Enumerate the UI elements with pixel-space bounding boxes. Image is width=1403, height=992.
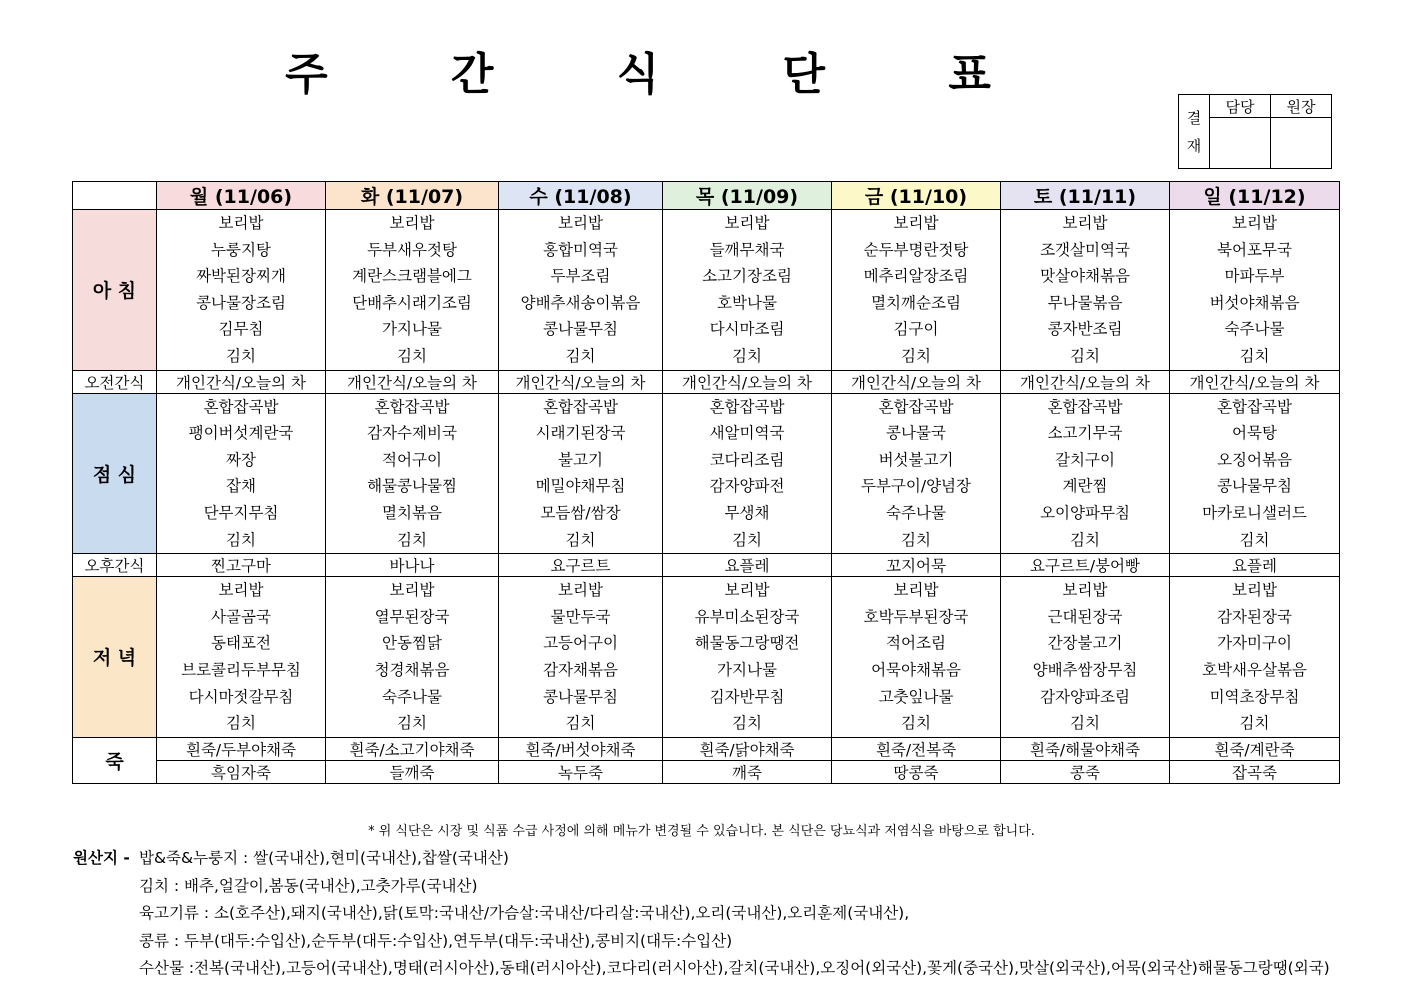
menu-item: 시래기된장국 xyxy=(535,424,626,443)
approval-box xyxy=(1178,94,1332,169)
menu-item: 보리밥 xyxy=(724,214,770,232)
lunch-cell-wed xyxy=(499,393,663,554)
menu-item: 김치 xyxy=(732,530,762,549)
menu-item: 김치 xyxy=(226,346,256,365)
menu-item: 숙주나물 xyxy=(382,687,442,706)
origin-info xyxy=(73,845,1330,983)
am_snack-cell-sun: 개인간식/오늘의 차 xyxy=(1170,370,1340,393)
breakfast-cell-fri xyxy=(832,210,1001,371)
menu-item: 감자양파조림 xyxy=(1040,687,1130,706)
page-title: 주 간 식 단 표 xyxy=(285,49,1045,100)
porridge1-cell-sun: 흰죽/계란죽 xyxy=(1170,737,1340,760)
menu-item: 소고기장조림 xyxy=(702,267,792,286)
menu-item: 적어구이 xyxy=(382,450,442,469)
menu-item: 단무지무침 xyxy=(203,503,279,522)
menu-item: 감자된장국 xyxy=(1217,607,1292,626)
menu-item: 김치 xyxy=(1239,346,1270,365)
menu-item: 미역초장무침 xyxy=(1209,687,1300,706)
menu-item: 김치 xyxy=(397,346,427,365)
menu-item: 마카로니샐러드 xyxy=(1202,503,1307,522)
menu-item: 보리밥 xyxy=(1062,581,1108,600)
menu-item: 코다리조림 xyxy=(709,450,785,469)
menu-item: 두부구이/양념장 xyxy=(860,477,972,496)
menu-item: 김치 xyxy=(1239,714,1270,733)
menu-item: 두부새우젓탕 xyxy=(367,240,457,259)
dinner-label: 저 녁 xyxy=(73,577,157,738)
origin-seafood: 수산물 :전복(국내산),고등어(국내산),명태(러시아산),동태(러시아산),코다리(러시아산),갈치(국내산),오징어(외국산),꽃게(중국산),맛살(외국산),어묵(외국산)해물동그랑땡(외국) xyxy=(139,959,1330,977)
menu-item: 메추리알장조림 xyxy=(863,267,969,286)
day-header-sun: 일 (11/12) xyxy=(1170,182,1340,210)
menu-item: 브로콜리두부무침 xyxy=(181,660,301,679)
day-header-sat: 토 (11/11) xyxy=(1001,182,1170,210)
menu-item: 메밀야채무침 xyxy=(535,477,626,496)
menu-item: 오이양파무침 xyxy=(1040,503,1130,522)
menu-item: 김치 xyxy=(565,530,596,549)
origin-label: 원산지 - xyxy=(73,849,130,867)
menu-item: 김치 xyxy=(732,346,762,365)
menu-item: 김치 xyxy=(901,346,931,365)
menu-item: 짜박된장찌개 xyxy=(196,267,286,286)
menu-item: 김치 xyxy=(1070,714,1100,733)
menu-item: 어묵야채볶음 xyxy=(871,660,961,679)
breakfast-cell-thu xyxy=(663,210,832,371)
porridge2-cell-fri: 땅콩죽 xyxy=(832,760,1001,783)
menu-item: 계란찜 xyxy=(1062,477,1108,496)
menu-item: 보리밥 xyxy=(1232,214,1277,232)
porridge2-cell-sun: 잡곡죽 xyxy=(1170,760,1340,783)
pm_snack-cell-tue: 바나나 xyxy=(326,554,499,577)
menu-item: 김치 xyxy=(901,530,931,549)
menu-item: 맛살야채볶음 xyxy=(1040,267,1130,286)
menu-item: 김치 xyxy=(1070,346,1100,365)
menu-item: 김구이 xyxy=(893,320,939,339)
menu-item: 김치 xyxy=(1070,530,1100,549)
breakfast-cell-sat xyxy=(1001,210,1170,371)
menu-item: 가자미구이 xyxy=(1217,634,1292,653)
pm_snack-cell-fri: 꼬지어묵 xyxy=(832,554,1001,577)
menu-item: 김치 xyxy=(226,530,256,549)
pm_snack-cell-sat: 요구르트/붕어빵 xyxy=(1001,554,1170,577)
pm_snack-cell-sun: 요플레 xyxy=(1170,554,1340,577)
menu-item: 어묵탕 xyxy=(1232,424,1277,443)
porridge2-cell-mon: 흑임자죽 xyxy=(157,760,326,783)
menu-item: 감자양파전 xyxy=(709,477,785,496)
menu-item: 해물동그랑땡전 xyxy=(694,634,800,653)
menu-item: 오징어볶음 xyxy=(1217,450,1292,469)
porridge-row-1 xyxy=(73,737,1340,760)
menu-change-note: * 위 식단은 시장 및 식품 수급 사정에 의해 메뉴가 변경될 수 있습니다. 본 식단은 당뇨식과 저염식을 바탕으로 합니다. xyxy=(368,824,1035,839)
porridge1-cell-wed: 흰죽/버섯야채죽 xyxy=(499,737,663,760)
approval-label xyxy=(1179,95,1210,169)
menu-item: 누룽지탕 xyxy=(211,240,271,259)
menu-item: 물만두국 xyxy=(550,607,611,626)
porridge2-cell-wed: 녹두죽 xyxy=(499,760,663,783)
breakfast-row xyxy=(73,210,1340,371)
menu-item: 콩나물국 xyxy=(886,424,946,443)
menu-item: 숙주나물 xyxy=(886,503,946,522)
breakfast-cell-tue xyxy=(326,210,499,371)
pm_snack-cell-wed: 요구르트 xyxy=(499,554,663,577)
menu-item: 북어포무국 xyxy=(1217,240,1292,259)
dinner-cell-mon xyxy=(157,577,326,738)
approval-col-director: 원장 xyxy=(1271,95,1332,118)
menu-item: 두부조림 xyxy=(550,267,611,286)
pm_snack-row xyxy=(73,554,1340,577)
am_snack-cell-mon: 개인간식/오늘의 차 xyxy=(157,370,326,393)
approval-sign-director[interactable] xyxy=(1271,118,1332,169)
menu-item: 혼합잡곡밥 xyxy=(374,397,450,416)
menu-item: 모듬쌈/쌈장 xyxy=(540,503,621,522)
breakfast-cell-wed xyxy=(499,210,663,371)
menu-item: 보리밥 xyxy=(218,214,264,232)
dinner-cell-fri xyxy=(832,577,1001,738)
origin-beans: 콩류 : 두부(대두:수입산),순두부(대두:수입산),연두부(대두:국내산),콩비지(대두:수입산) xyxy=(139,931,733,950)
menu-item: 사골곰국 xyxy=(211,607,271,626)
menu-item: 김치 xyxy=(1239,530,1270,549)
day-header-tue: 화 (11/07) xyxy=(326,182,499,210)
porridge-label: 죽 xyxy=(73,737,157,783)
menu-item: 혼합잡곡밥 xyxy=(709,397,785,416)
menu-item: 새알미역국 xyxy=(709,424,785,443)
porridge2-cell-tue: 들깨죽 xyxy=(326,760,499,783)
menu-item: 팽이버섯계란국 xyxy=(188,424,294,443)
menu-item: 김치 xyxy=(901,714,931,733)
lunch-cell-fri xyxy=(832,393,1001,554)
menu-item: 순두부명란젓탕 xyxy=(863,240,969,259)
menu-item: 호박나물 xyxy=(717,293,777,312)
menu-item: 가지나물 xyxy=(382,320,442,339)
menu-item: 보리밥 xyxy=(1062,214,1108,232)
menu-item: 김치 xyxy=(226,714,256,733)
origin-line xyxy=(73,873,1330,901)
approval-sign-staff[interactable] xyxy=(1210,118,1271,169)
menu-item: 양배추새송이볶음 xyxy=(520,293,641,312)
menu-item: 콩나물무침 xyxy=(543,687,618,706)
menu-item: 김치 xyxy=(732,714,762,733)
lunch-cell-thu xyxy=(663,393,832,554)
origin-line xyxy=(73,845,1330,873)
menu-item: 콩나물무침 xyxy=(1217,477,1292,496)
menu-item: 적어조림 xyxy=(886,634,946,653)
day-header-row xyxy=(73,182,1340,210)
dinner-cell-sat xyxy=(1001,577,1170,738)
menu-item: 버섯불고기 xyxy=(878,450,954,469)
menu-item: 감자채볶음 xyxy=(543,660,618,679)
breakfast-cell-mon xyxy=(157,210,326,371)
origin-line xyxy=(73,928,1330,956)
menu-item: 들깨무채국 xyxy=(709,240,785,259)
menu-item: 숙주나물 xyxy=(1224,320,1285,339)
menu-item: 버섯야채볶음 xyxy=(1209,293,1300,312)
menu-item: 고등어구이 xyxy=(543,634,618,653)
lunch-cell-mon xyxy=(157,393,326,554)
menu-item: 갈치구이 xyxy=(1055,450,1115,469)
breakfast-label: 아 침 xyxy=(73,210,157,371)
dinner-cell-wed xyxy=(499,577,663,738)
am_snack-label: 오전간식 xyxy=(73,370,157,393)
menu-item: 멸치깨순조림 xyxy=(871,293,961,312)
menu-item: 보리밥 xyxy=(893,214,939,232)
day-header-thu: 목 (11/09) xyxy=(663,182,832,210)
dinner-cell-tue xyxy=(326,577,499,738)
porridge1-cell-fri: 흰죽/전복죽 xyxy=(832,737,1001,760)
menu-item: 감자수제비국 xyxy=(367,424,457,443)
day-header-fri: 금 (11/10) xyxy=(832,182,1001,210)
dinner-cell-sun xyxy=(1170,577,1340,738)
menu-item: 혼합잡곡밥 xyxy=(203,397,279,416)
menu-item: 콩나물무침 xyxy=(543,320,618,339)
menu-item: 잡채 xyxy=(226,477,256,496)
menu-item: 보리밥 xyxy=(724,581,770,600)
lunch-label: 점 심 xyxy=(73,393,157,554)
menu-item: 고춧잎나물 xyxy=(878,687,954,706)
menu-item: 보리밥 xyxy=(218,581,264,600)
menu-item: 김무침 xyxy=(218,320,264,339)
menu-item: 가지나물 xyxy=(717,660,777,679)
weekly-menu-table xyxy=(72,181,1340,784)
menu-item: 다시마조림 xyxy=(709,320,785,339)
day-header-mon: 월 (11/06) xyxy=(157,182,326,210)
menu-item: 계란스크램블에그 xyxy=(352,267,472,286)
menu-item: 김치 xyxy=(565,346,596,365)
porridge1-cell-thu: 흰죽/닭야채죽 xyxy=(663,737,832,760)
origin-kimchi: 김치 : 배추,얼갈이,봄동(국내산),고춧가루(국내산) xyxy=(139,876,478,895)
menu-item: 근대된장국 xyxy=(1047,607,1123,626)
menu-item: 호박새우살볶음 xyxy=(1202,660,1307,679)
lunch-row xyxy=(73,393,1340,554)
menu-item: 무생채 xyxy=(724,503,770,522)
menu-item: 홍합미역국 xyxy=(543,240,618,259)
origin-meat: 육고기류 : 소(호주산),돼지(국내산),닭(토막:국내산/가슴살:국내산/다리살:국내산),오리(국내산),오리훈제(국내산), xyxy=(139,904,910,922)
menu-item: 해물콩나물찜 xyxy=(367,477,457,496)
menu-item: 멸치볶음 xyxy=(382,503,442,522)
porridge1-cell-tue: 흰죽/소고기야채죽 xyxy=(326,737,499,760)
menu-item: 보리밥 xyxy=(1232,581,1277,600)
menu-item: 보리밥 xyxy=(389,214,435,232)
menu-item: 열무된장국 xyxy=(374,607,450,626)
corner-cell xyxy=(73,182,157,210)
am_snack-cell-thu: 개인간식/오늘의 차 xyxy=(663,370,832,393)
porridge1-cell-sat: 흰죽/해물야채죽 xyxy=(1001,737,1170,760)
pm_snack-label: 오후간식 xyxy=(73,554,157,577)
day-header-wed: 수 (11/08) xyxy=(499,182,663,210)
menu-item: 김치 xyxy=(397,530,427,549)
menu-item: 김자반무침 xyxy=(709,687,785,706)
am_snack-cell-wed: 개인간식/오늘의 차 xyxy=(499,370,663,393)
origin-line xyxy=(73,955,1330,983)
menu-item: 보리밥 xyxy=(558,581,603,600)
menu-item: 보리밥 xyxy=(893,581,939,600)
menu-item: 불고기 xyxy=(558,450,603,469)
menu-item: 청경채볶음 xyxy=(374,660,450,679)
dinner-cell-thu xyxy=(663,577,832,738)
am_snack-row xyxy=(73,370,1340,393)
am_snack-cell-sat: 개인간식/오늘의 차 xyxy=(1001,370,1170,393)
origin-line xyxy=(73,900,1330,928)
breakfast-cell-sun xyxy=(1170,210,1340,371)
menu-item: 짜장 xyxy=(226,450,256,469)
menu-item: 무나물볶음 xyxy=(1047,293,1123,312)
menu-item: 혼합잡곡밥 xyxy=(543,397,618,416)
menu-item: 간장불고기 xyxy=(1047,634,1123,653)
menu-item: 김치 xyxy=(397,714,427,733)
menu-item: 다시마젓갈무침 xyxy=(188,687,294,706)
menu-item: 김치 xyxy=(565,714,596,733)
menu-item: 혼합잡곡밥 xyxy=(878,397,954,416)
menu-item: 소고기무국 xyxy=(1047,424,1123,443)
am_snack-cell-tue: 개인간식/오늘의 차 xyxy=(326,370,499,393)
menu-item: 마파두부 xyxy=(1224,267,1285,286)
menu-item: 단배추시래기조림 xyxy=(352,293,472,312)
origin-rice: 밥&죽&누룽지 : 쌀(국내산),현미(국내산),찹쌀(국내산) xyxy=(139,849,509,867)
lunch-cell-sun xyxy=(1170,393,1340,554)
menu-item: 보리밥 xyxy=(389,581,435,600)
porridge2-cell-thu: 깨죽 xyxy=(663,760,832,783)
pm_snack-cell-mon: 찐고구마 xyxy=(157,554,326,577)
porridge-row-2 xyxy=(73,760,1340,783)
menu-item: 혼합잡곡밥 xyxy=(1047,397,1123,416)
menu-item: 유부미소된장국 xyxy=(694,607,800,626)
menu-item: 혼합잡곡밥 xyxy=(1217,397,1292,416)
menu-item: 호박두부된장국 xyxy=(863,607,969,626)
approval-col-staff: 담당 xyxy=(1210,95,1271,118)
menu-item: 콩자반조림 xyxy=(1047,320,1123,339)
menu-item: 조갯살미역국 xyxy=(1040,240,1130,259)
menu-item: 동태포전 xyxy=(211,634,271,653)
porridge1-cell-mon: 흰죽/두부야채죽 xyxy=(157,737,326,760)
lunch-cell-sat xyxy=(1001,393,1170,554)
menu-item: 콩나물장조림 xyxy=(196,293,286,312)
approval-label-text: 결재 xyxy=(1186,108,1202,155)
dinner-row xyxy=(73,577,1340,738)
menu-item: 안동찜닭 xyxy=(382,634,442,653)
porridge2-cell-sat: 콩죽 xyxy=(1001,760,1170,783)
menu-item: 보리밥 xyxy=(558,214,603,232)
pm_snack-cell-thu: 요플레 xyxy=(663,554,832,577)
am_snack-cell-fri: 개인간식/오늘의 차 xyxy=(832,370,1001,393)
menu-item: 양배추쌈장무침 xyxy=(1032,660,1138,679)
lunch-cell-tue xyxy=(326,393,499,554)
